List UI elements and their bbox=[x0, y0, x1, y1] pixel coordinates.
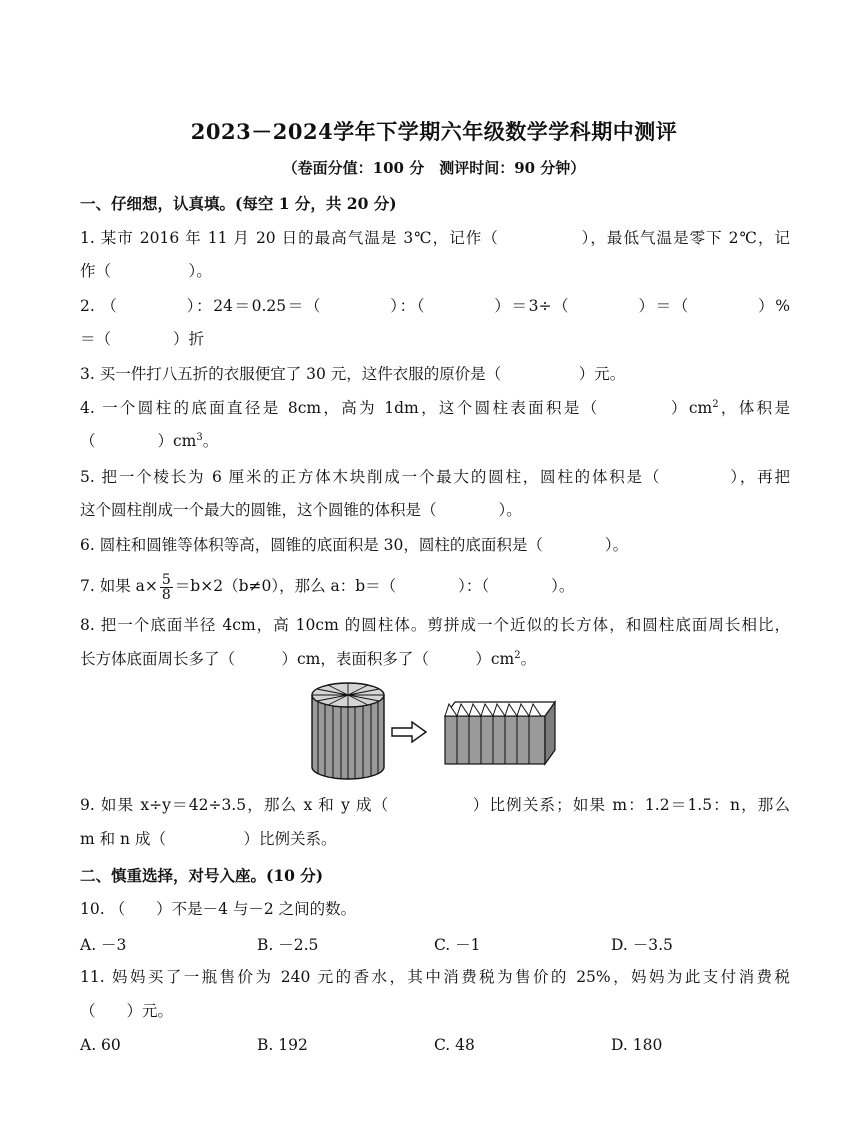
question-11-option-c: C. 48 bbox=[434, 1036, 475, 1054]
exam-info: （卷面分值：100 分 测评时间：90 分钟） bbox=[282, 159, 586, 177]
question-2-line-1: 2. （ ）：24＝0.25＝（ ）：（ ）＝3÷（ ）＝（ ）% bbox=[80, 297, 790, 315]
question-2-line-2: ＝（ ）折 bbox=[80, 330, 205, 348]
question-1-line-2: 作（ ）。 bbox=[80, 262, 212, 280]
question-10-option-b: B. －2.5 bbox=[257, 936, 319, 954]
question-4-line-2: （ ）$cm^3$。 bbox=[80, 431, 219, 450]
section-2-heading: 二、慎重选择，对号入座。(10 分) bbox=[80, 866, 324, 885]
question-11-line-2: （ ）元。 bbox=[80, 1002, 174, 1020]
cylinder-to-cuboid-figure bbox=[308, 675, 563, 783]
page-title: 2023－2024学年下学期六年级数学学科期中测评 bbox=[190, 119, 678, 144]
question-9-line-1: 9. 如果 x÷y＝42÷3.5，那么 x 和 y 成（ ）比例关系；如果 m：1.2＝1.5：n，那么 bbox=[80, 796, 790, 814]
question-11-option-a: A. 60 bbox=[80, 1036, 121, 1054]
question-6: 6. 圆柱和圆锥等体积等高，圆锥的底面积是 30，圆柱的底面积是（ ）。 bbox=[80, 536, 629, 554]
arrow-icon bbox=[392, 722, 426, 742]
question-7: 7. 如果 a× $\frac{5}{8}$ ＝b×2（b≠0），那么 a：b＝（ ）：（ ）。 bbox=[80, 571, 575, 603]
cuboid-illustration bbox=[445, 702, 555, 764]
question-4-line-1: 4. 一个圆柱的底面直径是 8cm，高为 1dm，这个圆柱表面积是（ ）$cm^2$，体积是 bbox=[80, 398, 790, 417]
question-11-option-d: D. 180 bbox=[611, 1036, 663, 1054]
question-8-line-2: 长方体底面周长多了（ ）cm，表面积多了（ ）$cm^2$。 bbox=[80, 649, 537, 668]
question-11-option-b: B. 192 bbox=[257, 1036, 308, 1054]
section-1-heading: 一、仔细想，认真填。(每空 1 分，共 20 分) bbox=[80, 194, 397, 213]
question-3: 3. 买一件打八五折的衣服便宜了 30 元，这件衣服的原价是（ ）元。 bbox=[80, 365, 626, 383]
question-10-option-d: D. －3.5 bbox=[611, 936, 673, 954]
question-1-line-1: 1. 某市 2016 年 11 月 20 日的最高气温是 3℃，记作（ ），最低气温是零下 2℃，记 bbox=[80, 229, 790, 247]
question-9-line-2: m 和 n 成（ ）比例关系。 bbox=[80, 830, 337, 848]
question-8-line-1: 8. 把一个底面半径 4cm，高 10cm 的圆柱体。剪拼成一个近似的长方体，和圆柱底面周长相比， bbox=[80, 616, 790, 634]
question-10-option-a: A. －3 bbox=[80, 936, 127, 954]
question-10-option-c: C. －1 bbox=[434, 936, 481, 954]
cylinder-illustration bbox=[312, 683, 384, 779]
question-5-line-2: 这个圆柱削成一个最大的圆锥，这个圆锥的体积是（ ）。 bbox=[80, 501, 522, 519]
question-5-line-1: 5. 把一个棱长为 6 厘米的正方体木块削成一个最大的圆柱，圆柱的体积是（ ），再把 bbox=[80, 468, 790, 486]
question-10-stem: 10. （ ）不是－4 与－2 之间的数。 bbox=[80, 900, 357, 918]
question-11-line-1: 11. 妈妈买了一瓶售价为 240 元的香水，其中消费税为售价的 25%，妈妈为此支付消费税 bbox=[80, 968, 790, 986]
fraction: $\frac{5}{8}$ bbox=[161, 571, 171, 603]
